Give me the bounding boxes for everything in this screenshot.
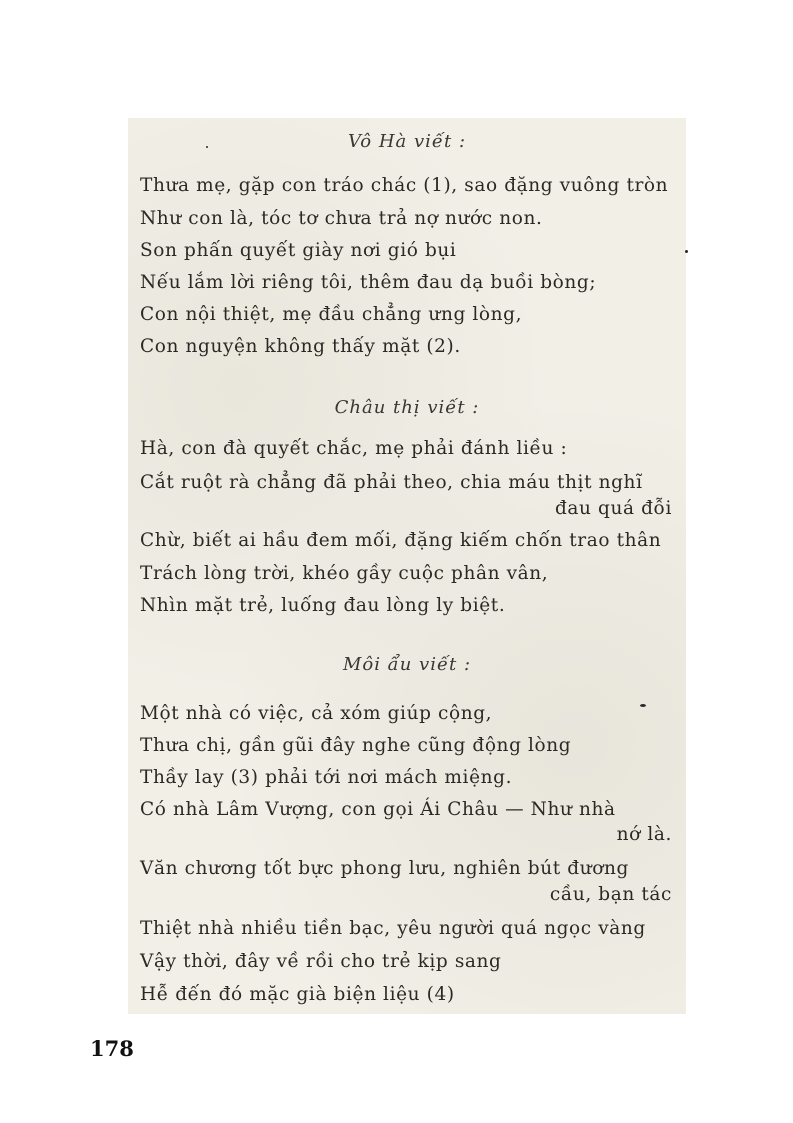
verse-line-continuation: đau quá đỗi [554, 498, 672, 519]
ink-speck [685, 250, 688, 253]
section-heading-vo-ha: Vô Hà viết : [347, 131, 467, 152]
verse-line: Một nhà có việc, cả xóm giúp cộng, [140, 703, 493, 724]
verse-line-continuation: nớ là. [616, 824, 672, 845]
ink-speck [206, 146, 208, 148]
verse-line: Son phấn quyết giày nơi gió bụi [140, 240, 457, 261]
verse-line: Thưa chị, gần gũi đây nghe cũng động lòng [140, 735, 572, 756]
verse-line: Hà, con đà quyết chắc, mẹ phải đánh liều : [140, 438, 568, 459]
section-heading-moi-au: Môi ẩu viết : [342, 654, 472, 675]
verse-line: Thiệt nhà nhiều tiền bạc, yêu người quá ngọc vàng [140, 918, 646, 939]
verse-line: Con nguyện không thấy mặt (2). [140, 336, 461, 357]
verse-line: Có nhà Lâm Vượng, con gọi Ái Châu — Như nhà [140, 799, 616, 820]
page-number: 178 [90, 1036, 134, 1061]
verse-line: Vậy thời, đây về rồi cho trẻ kịp sang [140, 951, 502, 972]
verse-line-continuation: cầu, bạn tác [549, 884, 672, 905]
verse-line: Trách lòng trời, khéo gầy cuộc phân vân, [140, 563, 549, 584]
section-heading-chau-thi: Châu thị viết : [334, 397, 480, 418]
verse-line: Văn chương tốt bực phong lưu, nghiên bút đương [140, 858, 629, 879]
verse-line: Cắt ruột rà chẳng đã phải theo, chia máu thịt nghĩ [140, 472, 643, 493]
verse-line: Nhìn mặt trẻ, luống đau lòng ly biệt. [140, 595, 506, 616]
verse-line: Hễ đến đó mặc già biện liệu (4) [140, 984, 455, 1005]
verse-line: Chừ, biết ai hầu đem mối, đặng kiếm chốn trao thân [140, 530, 662, 551]
verse-line: Thầy lay (3) phải tới nơi mách miệng. [140, 767, 513, 788]
verse-line: Nếu lắm lời riêng tôi, thêm đau dạ buồi bòng; [140, 272, 597, 293]
book-page [128, 118, 686, 1014]
verse-line: Con nội thiệt, mẹ đầu chẳng ưng lòng, [140, 304, 523, 325]
verse-line: Như con là, tóc tơ chưa trả nợ nước non. [140, 208, 543, 229]
verse-line: Thưa mẹ, gặp con tráo chác (1), sao đặng vuông tròn [140, 175, 669, 196]
ink-speck [640, 704, 646, 707]
